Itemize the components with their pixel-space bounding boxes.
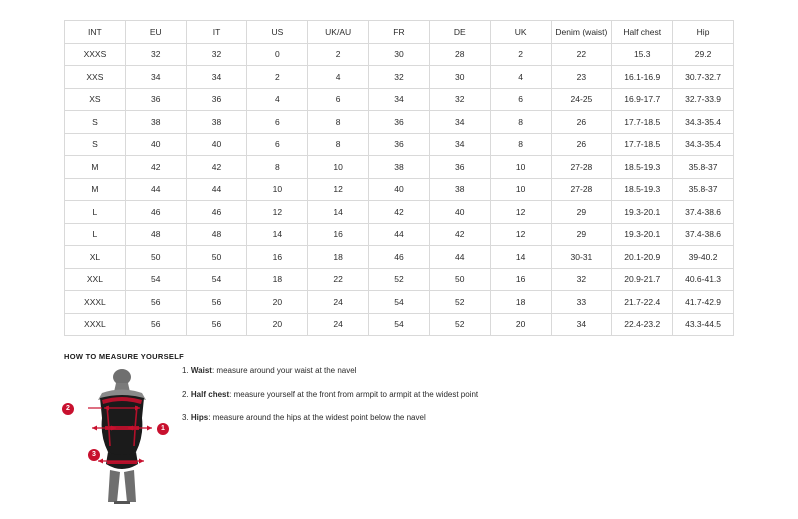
cell-half-chest: 16.9-17.7: [612, 88, 673, 111]
column-header-hip: Hip: [673, 21, 734, 44]
size-chart-table: [64, 20, 734, 336]
column-header-int: INT: [65, 21, 126, 44]
table-header-row: [65, 21, 734, 44]
cell-uk-au: 18: [308, 246, 369, 269]
cell-it: 42: [186, 156, 247, 179]
cell-de: 30: [429, 66, 490, 89]
cell-us: 4: [247, 88, 308, 111]
cell-de: 32: [429, 88, 490, 111]
cell-half-chest: 18.5-19.3: [612, 156, 673, 179]
note-term-waist: Waist: [190, 366, 212, 375]
cell-hip: 40.6-41.3: [673, 268, 734, 291]
cell-eu: 38: [125, 111, 186, 134]
cell-int: L: [65, 223, 126, 246]
cell-uk: 4: [490, 66, 551, 89]
cell-denim-waist: 26: [551, 111, 612, 134]
table-row: [65, 156, 734, 179]
cell-denim-waist: 27-28: [551, 178, 612, 201]
table-row: [65, 201, 734, 224]
cell-it: 48: [186, 223, 247, 246]
cell-uk-au: 24: [308, 291, 369, 314]
cell-uk: 8: [490, 111, 551, 134]
cell-it: 54: [186, 268, 247, 291]
table-row: [65, 43, 734, 66]
cell-eu: 48: [125, 223, 186, 246]
measurement-notes: [182, 366, 602, 437]
badge-hips: 3: [88, 449, 100, 461]
cell-us: 6: [247, 111, 308, 134]
cell-it: 56: [186, 313, 247, 336]
cell-us: 14: [247, 223, 308, 246]
cell-half-chest: 18.5-19.3: [612, 178, 673, 201]
cell-fr: 36: [369, 111, 430, 134]
cell-uk-au: 24: [308, 313, 369, 336]
table-row: [65, 313, 734, 336]
cell-denim-waist: 30-31: [551, 246, 612, 269]
cell-eu: 46: [125, 201, 186, 224]
cell-uk-au: 8: [308, 133, 369, 156]
note-text-half-chest: : measure yourself at the front from armpit to armpit at the widest point: [229, 389, 479, 399]
cell-de: 50: [429, 268, 490, 291]
cell-int: XXL: [65, 268, 126, 291]
cell-hip: 35.8-37: [673, 156, 734, 179]
cell-hip: 43.3-44.5: [673, 313, 734, 336]
cell-int: XL: [65, 246, 126, 269]
cell-half-chest: 16.1-16.9: [612, 66, 673, 89]
table-row: [65, 88, 734, 111]
cell-fr: 40: [369, 178, 430, 201]
note-text-waist: : measure around your waist at the navel: [211, 366, 357, 375]
cell-uk: 14: [490, 246, 551, 269]
cell-uk: 12: [490, 223, 551, 246]
cell-hip: 34.3-35.4: [673, 111, 734, 134]
cell-half-chest: 17.7-18.5: [612, 133, 673, 156]
cell-fr: 32: [369, 66, 430, 89]
column-header-uk-au: UK/AU: [308, 21, 369, 44]
cell-int: XXXL: [65, 313, 126, 336]
cell-fr: 52: [369, 268, 430, 291]
cell-half-chest: 17.7-18.5: [612, 111, 673, 134]
cell-us: 20: [247, 291, 308, 314]
cell-eu: 32: [125, 43, 186, 66]
cell-de: 34: [429, 133, 490, 156]
cell-hip: 29.2: [673, 43, 734, 66]
table-row: [65, 111, 734, 134]
cell-de: 44: [429, 246, 490, 269]
note-waist: [182, 366, 602, 376]
cell-fr: 44: [369, 223, 430, 246]
table-row: [65, 66, 734, 89]
cell-half-chest: 20.9-21.7: [612, 268, 673, 291]
cell-eu: 50: [125, 246, 186, 269]
cell-uk: 8: [490, 133, 551, 156]
cell-half-chest: 19.3-20.1: [612, 223, 673, 246]
cell-int: M: [65, 156, 126, 179]
cell-uk-au: 14: [308, 201, 369, 224]
cell-int: XXXL: [65, 291, 126, 314]
cell-eu: 56: [125, 313, 186, 336]
note-number-hips: 3.: [182, 413, 189, 423]
cell-hip: 37.4-38.6: [673, 201, 734, 224]
column-header-uk: UK: [490, 21, 551, 44]
cell-uk: 10: [490, 178, 551, 201]
cell-denim-waist: 26: [551, 133, 612, 156]
cell-uk-au: 10: [308, 156, 369, 179]
cell-int: M: [65, 178, 126, 201]
cell-hip: 41.7-42.9: [673, 291, 734, 314]
cell-us: 10: [247, 178, 308, 201]
note-term-half-chest: Half chest: [190, 389, 230, 399]
cell-half-chest: 22.4-23.2: [612, 313, 673, 336]
cell-fr: 42: [369, 201, 430, 224]
cell-denim-waist: 29: [551, 223, 612, 246]
note-number-half-chest: 2.: [182, 389, 189, 399]
cell-denim-waist: 34: [551, 313, 612, 336]
cell-it: 32: [186, 43, 247, 66]
cell-us: 0: [247, 43, 308, 66]
cell-fr: 54: [369, 291, 430, 314]
cell-half-chest: 21.7-22.4: [612, 291, 673, 314]
table-row: [65, 246, 734, 269]
note-number-waist: 1.: [182, 366, 189, 375]
cell-de: 36: [429, 156, 490, 179]
cell-uk-au: 4: [308, 66, 369, 89]
table-row: [65, 133, 734, 156]
cell-half-chest: 19.3-20.1: [612, 201, 673, 224]
cell-hip: 39-40.2: [673, 246, 734, 269]
cell-fr: 30: [369, 43, 430, 66]
cell-hip: 37.4-38.6: [673, 223, 734, 246]
cell-denim-waist: 23: [551, 66, 612, 89]
cell-us: 16: [247, 246, 308, 269]
cell-hip: 32.7-33.9: [673, 88, 734, 111]
table-row: [65, 223, 734, 246]
cell-it: 36: [186, 88, 247, 111]
cell-uk: 10: [490, 156, 551, 179]
mannequin-illustration: [64, 366, 179, 506]
cell-us: 8: [247, 156, 308, 179]
cell-hip: 34.3-35.4: [673, 133, 734, 156]
table-row: [65, 268, 734, 291]
column-header-de: DE: [429, 21, 490, 44]
cell-uk: 18: [490, 291, 551, 314]
cell-de: 42: [429, 223, 490, 246]
cell-denim-waist: 22: [551, 43, 612, 66]
cell-fr: 34: [369, 88, 430, 111]
cell-uk: 12: [490, 201, 551, 224]
cell-de: 38: [429, 178, 490, 201]
cell-int: XXS: [65, 66, 126, 89]
cell-de: 34: [429, 111, 490, 134]
cell-us: 18: [247, 268, 308, 291]
column-header-half-chest: Half chest: [612, 21, 673, 44]
cell-uk: 2: [490, 43, 551, 66]
cell-it: 40: [186, 133, 247, 156]
cell-us: 20: [247, 313, 308, 336]
cell-denim-waist: 32: [551, 268, 612, 291]
table-body: [65, 43, 734, 336]
cell-uk-au: 2: [308, 43, 369, 66]
cell-fr: 36: [369, 133, 430, 156]
cell-uk: 16: [490, 268, 551, 291]
cell-int: XS: [65, 88, 126, 111]
note-text-hips: : measure around the hips at the widest point below the navel: [208, 413, 426, 423]
cell-int: L: [65, 201, 126, 224]
cell-fr: 54: [369, 313, 430, 336]
cell-de: 40: [429, 201, 490, 224]
column-header-it: IT: [186, 21, 247, 44]
table-row: [65, 178, 734, 201]
cell-it: 44: [186, 178, 247, 201]
cell-half-chest: 20.1-20.9: [612, 246, 673, 269]
badge-half-chest: 2: [62, 403, 74, 415]
cell-it: 46: [186, 201, 247, 224]
cell-eu: 36: [125, 88, 186, 111]
cell-denim-waist: 33: [551, 291, 612, 314]
badge-waist: 1: [157, 423, 169, 435]
cell-uk-au: 16: [308, 223, 369, 246]
cell-uk-au: 6: [308, 88, 369, 111]
note-hips: [182, 413, 602, 423]
cell-de: 52: [429, 313, 490, 336]
cell-eu: 56: [125, 291, 186, 314]
cell-fr: 38: [369, 156, 430, 179]
note-half-chest: [182, 390, 602, 400]
cell-uk-au: 12: [308, 178, 369, 201]
column-header-eu: EU: [125, 21, 186, 44]
cell-us: 12: [247, 201, 308, 224]
cell-int: XXXS: [65, 43, 126, 66]
cell-us: 6: [247, 133, 308, 156]
cell-de: 28: [429, 43, 490, 66]
column-header-fr: FR: [369, 21, 430, 44]
cell-int: S: [65, 133, 126, 156]
cell-it: 38: [186, 111, 247, 134]
note-term-hips: Hips: [190, 413, 209, 423]
cell-uk-au: 8: [308, 111, 369, 134]
cell-de: 52: [429, 291, 490, 314]
cell-hip: 30.7-32.7: [673, 66, 734, 89]
cell-eu: 44: [125, 178, 186, 201]
column-header-denim-waist: Denim (waist): [551, 21, 612, 44]
cell-denim-waist: 29: [551, 201, 612, 224]
cell-denim-waist: 27-28: [551, 156, 612, 179]
cell-eu: 40: [125, 133, 186, 156]
cell-us: 2: [247, 66, 308, 89]
cell-fr: 46: [369, 246, 430, 269]
cell-it: 50: [186, 246, 247, 269]
cell-uk-au: 22: [308, 268, 369, 291]
cell-hip: 35.8-37: [673, 178, 734, 201]
cell-eu: 34: [125, 66, 186, 89]
cell-uk: 6: [490, 88, 551, 111]
measurement-figure: [64, 366, 179, 506]
how-to-measure-title: HOW TO MEASURE YOURSELF: [64, 352, 184, 361]
cell-eu: 54: [125, 268, 186, 291]
cell-denim-waist: 24-25: [551, 88, 612, 111]
cell-half-chest: 15.3: [612, 43, 673, 66]
column-header-us: US: [247, 21, 308, 44]
table-row: [65, 291, 734, 314]
size-chart-table-container: [64, 20, 734, 336]
cell-it: 56: [186, 291, 247, 314]
cell-it: 34: [186, 66, 247, 89]
cell-uk: 20: [490, 313, 551, 336]
cell-eu: 42: [125, 156, 186, 179]
cell-int: S: [65, 111, 126, 134]
